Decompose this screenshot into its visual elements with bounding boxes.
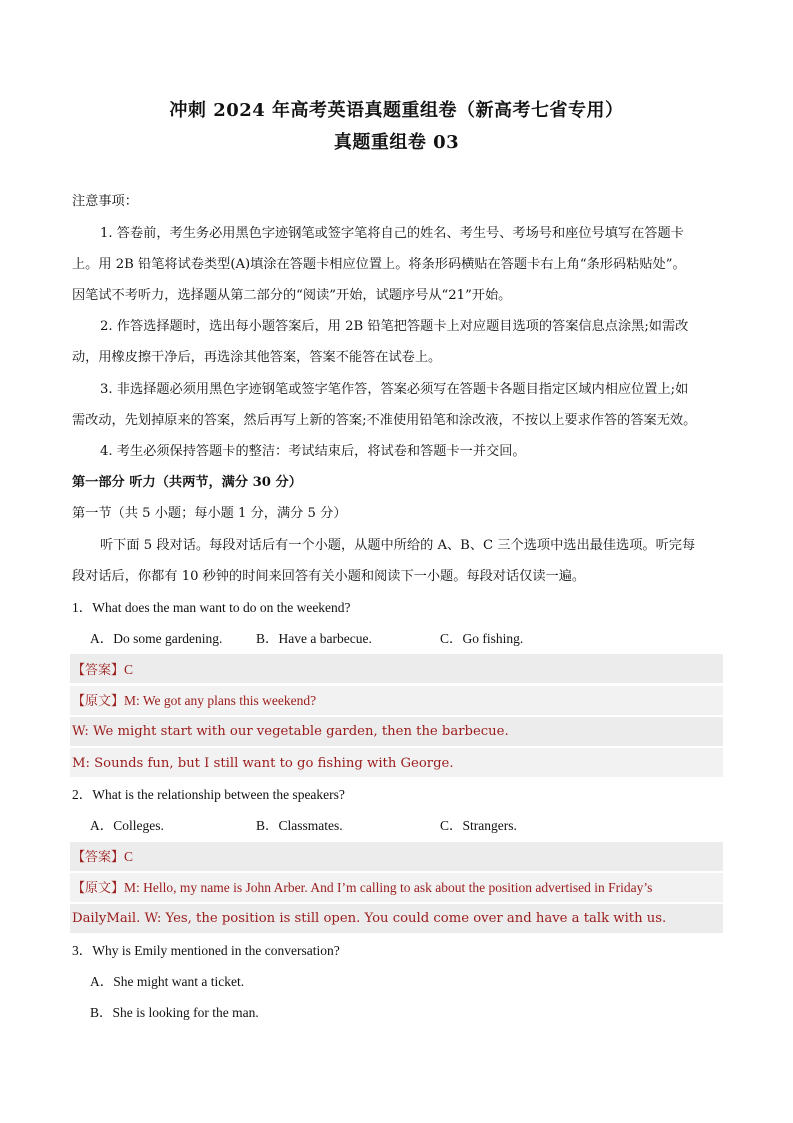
- answer-value: C: [124, 662, 134, 677]
- option-a: A．She might want a ticket.: [90, 974, 245, 989]
- option-c: C．Go fishing.: [440, 631, 524, 646]
- answer-tag: 【答案】: [72, 850, 125, 865]
- question-stem: 1．What does the man want to do on the weekend?: [72, 600, 351, 615]
- notice-heading: 注意事项：: [72, 194, 138, 209]
- notice-line: 3. 非选择题必须用黑色字迹钢笔或签字笔作答，答案必须写在答题卡各题目指定区域内相应位置上;如: [100, 382, 689, 397]
- instructions-line: 段对话后，你都有 10 秒钟的时间来回答有关小题和阅读下一小题。每段对话仅读一遍。: [72, 569, 586, 584]
- section-heading: 第一节（共 5 小题；每小题 1 分，满分 5 分）: [72, 506, 347, 521]
- part-heading: 第一部分 听力（共两节，满分 30 分）: [72, 475, 302, 490]
- transcript-line: M: Sounds fun, but I still want to go fishing with George.: [72, 756, 454, 771]
- transcript-line: [72, 879, 722, 898]
- notice-line: 1. 答卷前，考生务必用黑色字迹钢笔或签字笔将自己的姓名、考生号、考场号和座位号填写在答题卡: [100, 226, 684, 241]
- notice-line: 2. 作答选择题时，选出每小题答案后，用 2B 铅笔把答题卡上对应题目选项的答案信息点涂黑;如需改: [100, 319, 689, 334]
- transcript-line: DailyMail. W: Yes, the position is still open. You could come over and have a talk with us.: [72, 911, 667, 926]
- instructions-line: 听下面 5 段对话。每段对话后有一个小题，从题中所给的 A、B、C 三个选项中选出最佳选项。听完每: [100, 538, 696, 553]
- notice-line: 上。用 2B 铅笔将试卷类型(A)填涂在答题卡相应位置上。将条形码横贴在答题卡右上角“条形码粘贴处”。: [72, 257, 686, 272]
- transcript-tag: 【原文】: [72, 694, 125, 709]
- transcript-tag: 【原文】: [72, 881, 125, 896]
- option-a: A．Do some gardening.: [90, 631, 223, 646]
- transcript-text: M: We got any plans this weekend?: [124, 693, 317, 708]
- transcript-text: M: Hello, my name is John Arber. And I’m calling to ask about the position advertised in Friday’s: [124, 880, 653, 895]
- notice-line: 4. 考生必须保持答题卡的整洁：考试结束后，将试卷和答题卡一并交回。: [100, 444, 526, 459]
- answer-line: [72, 661, 722, 680]
- option-b: B．She is looking for the man.: [90, 1005, 259, 1020]
- notice-line: 动，用橡皮擦干净后，再选涂其他答案，答案不能答在试卷上。: [72, 350, 442, 365]
- notice-line: 因笔试不考听力，选择题从第二部分的“阅读”开始，试题序号从“21”开始。: [72, 288, 512, 303]
- notice-line: 需改动，先划掉原来的答案，然后再写上新的答案;不准使用铅笔和涂改液，不按以上要求作答的答案无效。: [72, 413, 697, 428]
- transcript-line: W: We might start with our vegetable garden, then the barbecue.: [72, 724, 509, 739]
- answer-tag: 【答案】: [72, 663, 125, 678]
- transcript-line: [72, 692, 722, 711]
- answer-line: [72, 848, 722, 867]
- exam-title: 冲刺 2024 年高考英语真题重组卷（新高考七省专用）: [169, 100, 624, 121]
- exam-subtitle: 真题重组卷 03: [333, 132, 460, 153]
- option-a: A．Colleges.: [90, 818, 164, 833]
- question-stem: 3．Why is Emily mentioned in the conversation?: [72, 943, 340, 958]
- option-b: B．Classmates.: [256, 818, 343, 833]
- option-c: C．Strangers.: [440, 818, 517, 833]
- answer-value: C: [124, 849, 134, 864]
- question-stem: 2．What is the relationship between the speakers?: [72, 787, 345, 802]
- option-b: B．Have a barbecue.: [256, 631, 372, 646]
